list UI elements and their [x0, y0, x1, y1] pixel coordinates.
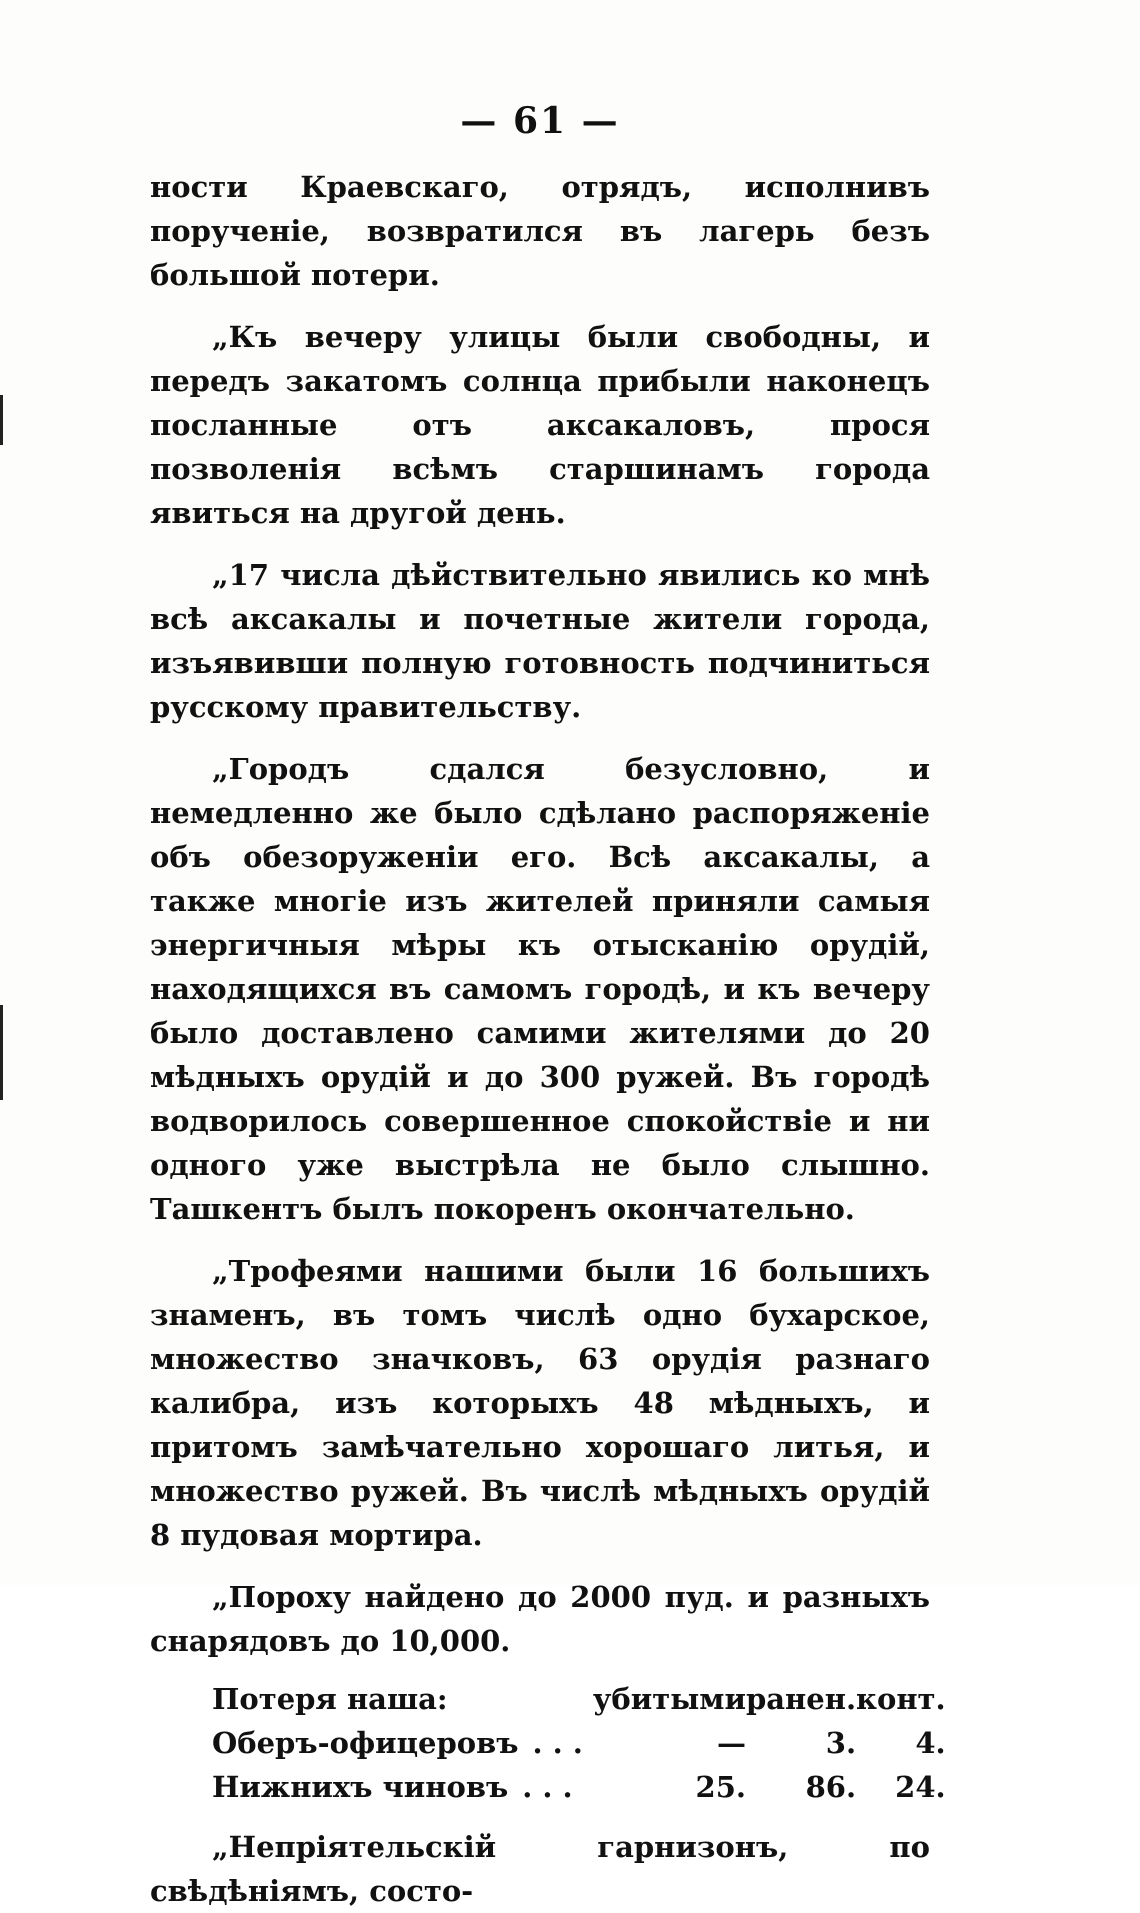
body-text [150, 165, 946, 1913]
paragraph-evening-streets: „Къ вечеру улицы были свободны, и передъ закатомъ солнца прибыли наконецъ посланные отъ аксакаловъ, прося позволенія всѣмъ старшинамъ города явиться на другой день. [150, 320, 930, 530]
paragraph-elders-arrival: „17 числа дѣйствительно явились ко мнѣ всѣ аксакалы и почетные жители города, изъявивши полную готовность подчиниться русскому правительству. [150, 558, 930, 724]
table-row [212, 1765, 946, 1809]
losses-header-killed: убитыми [592, 1682, 746, 1716]
page-number: — 61 — [460, 100, 620, 142]
paragraph-enemy-garrison: „Непріятельскій гарнизонъ, по свѣдѣніямъ, состо- [150, 1830, 930, 1908]
row-wounded: 86. [805, 1770, 857, 1804]
losses-header-label: Потеря наша: [212, 1682, 448, 1716]
row-label: Нижнихъ чиновъ [212, 1770, 509, 1804]
losses-header-wounded: ранен. [745, 1682, 857, 1716]
paragraph-continuation: ности Краевскаго, отрядъ, исполнивъ порученіе, возвратился въ лагерь безъ большой потери. [150, 170, 930, 292]
row-killed: 25. [695, 1770, 746, 1804]
row-label: Оберъ-офицеровъ [212, 1726, 519, 1760]
row-leader-dots: ... [532, 1726, 593, 1760]
paragraph-city-surrender: „Городъ сдался безусловно, и немедленно же было сдѣлано распоряженіе объ обезоруженіи его. Всѣ аксакалы, а также многіе изъ жителей приняли самыя энергичныя мѣры къ отысканію орудій, находящихся въ самомъ городѣ, и къ вечеру было доставлено самими жителями до 20 мѣдныхъ орудій и до 300 ружей. Въ городѣ водворилось совершенное спокойствіе и ни одного уже выстрѣла не было слышно. Ташкентъ былъ покоренъ окончательно. [150, 752, 930, 1226]
row-wounded: 3. [825, 1726, 857, 1760]
row-leader-dots: ... [522, 1770, 583, 1804]
losses-table-header [212, 1677, 946, 1721]
row-shell-shocked: 24. [895, 1770, 946, 1804]
row-killed: — [716, 1726, 746, 1760]
margin-mark-left-lower [0, 1005, 3, 1100]
table-row [212, 1721, 946, 1765]
losses-table [212, 1677, 946, 1809]
paragraph-gunpowder: „Пороху найдено до 2000 пуд. и разныхъ снарядовъ до 10,000. [150, 1580, 930, 1658]
paragraph-trophies: „Трофеями нашими были 16 большихъ знаменъ, въ томъ числѣ одно бухарское, множество значковъ, 63 орудія разнаго калибра, изъ которыхъ 48 мѣдныхъ, и притомъ замѣчательно хорошаго литья, и множество ружей. Въ числѣ мѣдныхъ орудій 8 пудовая мортира. [150, 1254, 930, 1552]
row-shell-shocked: 4. [915, 1726, 946, 1760]
margin-mark-left-upper [0, 395, 3, 445]
losses-header-shell-shocked: конт. [856, 1682, 946, 1716]
